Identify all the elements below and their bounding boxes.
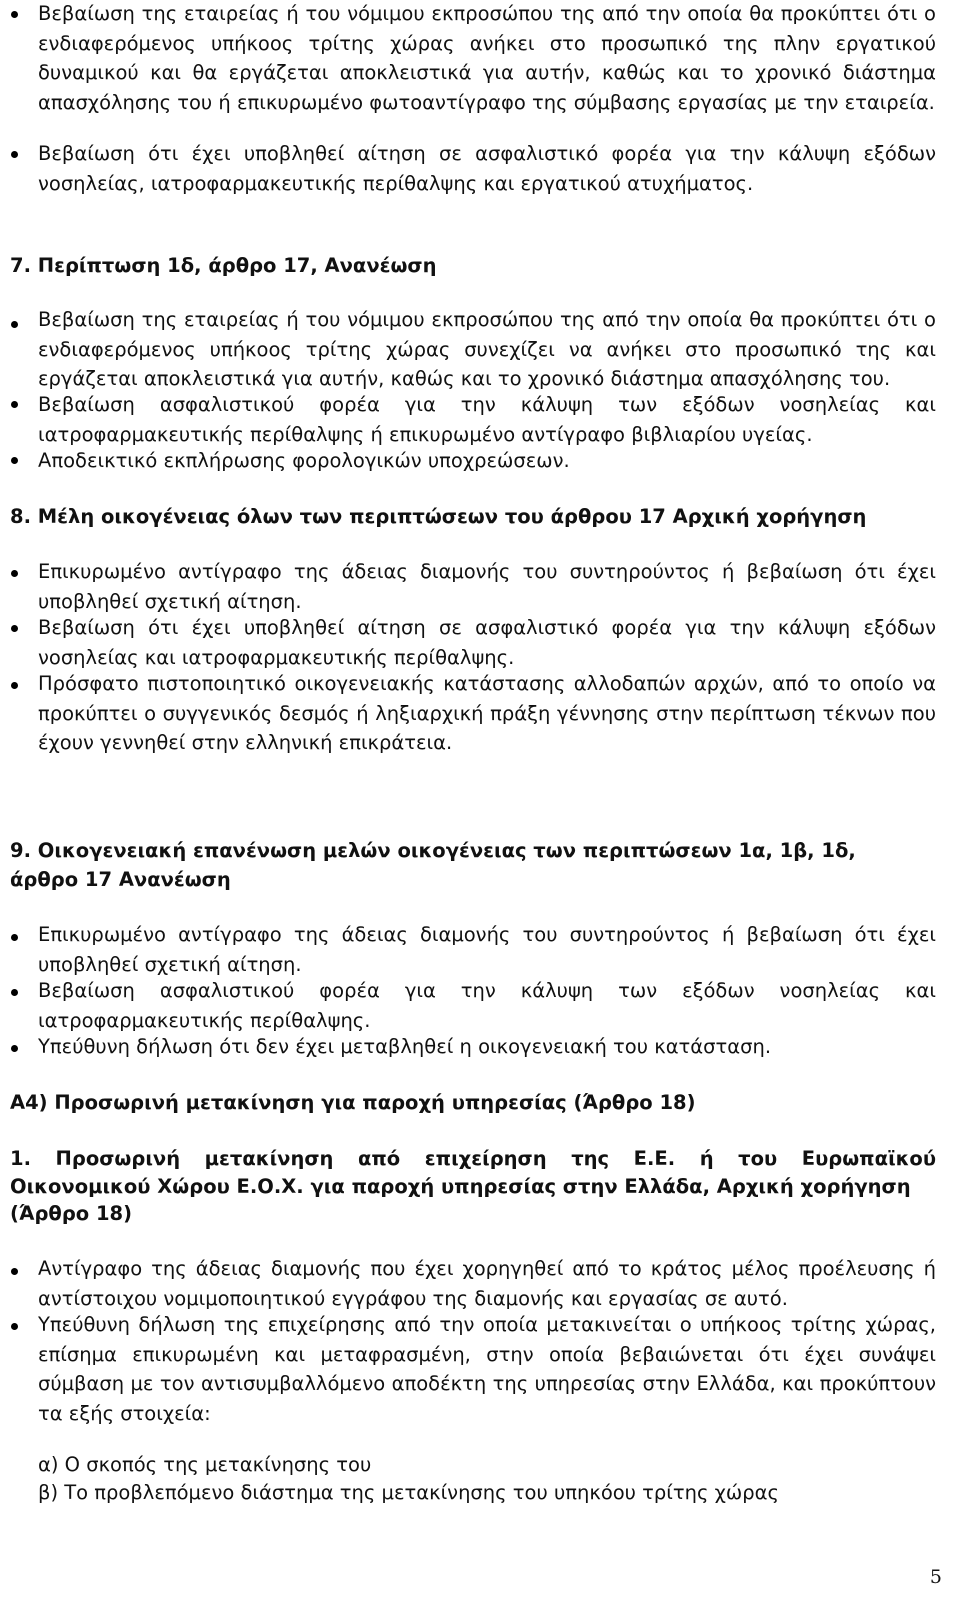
bullet-icon (11, 1045, 18, 1052)
bullet-icon (11, 401, 18, 408)
section-heading: 9. Οικογενειακή επανένωση μελών οικογένειας των περιπτώσεων 1α, 1β, 1δ, (10, 839, 856, 862)
list-item: Βεβαίωση ασφαλιστικού φορέα για την κάλυψη των εξόδων νοσηλείας και ιατροφαρμακευτικής περίθαλψης. (38, 979, 936, 1032)
paragraph: Βεβαίωση ότι έχει υποβληθεί αίτηση σε ασφαλιστικό φορέα για την κάλυψη εξόδων νοσηλείας, ιατροφαρμακευτικής περίθαλψης και εργατικού ατυχήματος. (38, 142, 936, 195)
subsection-heading-cont: (Άρθρο 18) (10, 1202, 133, 1225)
sub-list-item: α) Ο σκοπός της μετακίνησης του (38, 1453, 372, 1476)
list-item: Υπεύθυνη δήλωση ότι δεν έχει μεταβληθεί η οικογενειακή του κατάσταση. (38, 1035, 772, 1058)
bullet-icon (11, 570, 18, 577)
subsection-heading: 1. Προσωρινή μετακίνηση από επιχείρηση της Ε.Ε. ή του Ευρωπαϊκού (10, 1147, 936, 1170)
list-item: Βεβαίωση ασφαλιστικού φορέα για την κάλυψη των εξόδων νοσηλείας και ιατροφαρμακευτικής περίθαλψης ή επικυρωμένο αντίγραφο βιβλιαρίου υγείας. (38, 393, 936, 446)
list-item: Βεβαίωση της εταιρείας ή του νόμιμου εκπροσώπου της από την οποία θα προκύπτει ότι ο ενδιαφερόμενος υπήκοος τρίτης χώρας συνεχίζει να ανήκει στο προσωπικό της και εργάζεται αποκλειστικά για αυτήν, καθώς και το χρονικό διάστημα απασχόλησης του. (38, 308, 936, 390)
bullet-icon (11, 934, 18, 941)
bullet-icon (11, 989, 18, 996)
list-item: Πρόσφατο πιστοποιητικό οικογενειακής κατάστασης αλλοδαπών αρχών, από το οποίο να προκύπτει ο συγγενικός δεσμός ή ληξιαρχική πράξη γέννησης στην περίπτωση τέκνων που έχουν γεννηθεί στην ελληνική επικράτεια. (38, 672, 936, 754)
sub-list-item: β) Το προβλεπόμενο διάστημα της μετακίνησης του υπηκόου τρίτης χώρας (38, 1481, 779, 1504)
page-number: 5 (929, 1566, 942, 1588)
section-heading: 7. Περίπτωση 1δ, άρθρο 17, Ανανέωση (10, 254, 437, 277)
bullet-icon (11, 1268, 18, 1275)
bullet-icon (11, 625, 18, 632)
list-item: Υπεύθυνη δήλωση της επιχείρησης από την οποία μετακινείται ο υπήκοος τρίτης χώρας, επίσημα επικυρωμένη και μεταφρασμένη, στην οποία βεβαιώνεται ότι έχει συνάψει σύμβαση με τον αντισυμβαλλόμενο αποδέκτη της υπηρεσίας στην Ελλάδα, και προκύπτουν τα εξής στοιχεία: (38, 1313, 936, 1425)
list-item: Επικυρωμένο αντίγραφο της άδειας διαμονής του συντηρούντος ή βεβαίωση ότι έχει υποβληθεί σχετική αίτηση. (38, 923, 936, 976)
bullet-icon (11, 682, 18, 689)
section-heading: Α4) Προσωρινή μετακίνηση για παροχή υπηρεσίας (Άρθρο 18) (10, 1091, 696, 1114)
section-heading-cont: άρθρο 17 Ανανέωση (10, 868, 231, 891)
subsection-heading-cont: Οικονομικού Χώρου Ε.Ο.Χ. για παροχή υπηρεσίας στην Ελλάδα, Αρχική χορήγηση (10, 1175, 911, 1198)
bullet-icon (11, 457, 18, 464)
section-heading: 8. Μέλη οικογένειας όλων των περιπτώσεων του άρθρου 17 Αρχική χορήγηση (10, 505, 867, 528)
list-item: Βεβαίωση ότι έχει υποβληθεί αίτηση σε ασφαλιστικό φορέα για την κάλυψη εξόδων νοσηλείας και ιατροφαρμακευτικής περίθαλψης. (38, 616, 936, 669)
paragraph: Βεβαίωση της εταιρείας ή του νόμιμου εκπροσώπου της από την οποία θα προκύπτει ότι ο ενδιαφερόμενος υπήκοος τρίτης χώρας ανήκει στο προσωπικό της πλην εργατικού δυναμικού και θα εργάζεται αποκλειστικά για αυτήν, καθώς και το χρονικό διάστημα απασχόλησης του ή επικυρωμένο φωτοαντίγραφο της σύμβασης εργασίας με την εταιρεία. (38, 2, 936, 114)
bullet-icon (11, 151, 18, 158)
list-item: Αποδεικτικό εκπλήρωσης φορολογικών υποχρεώσεων. (38, 449, 570, 472)
list-item: Αντίγραφο της άδειας διαμονής που έχει χορηγηθεί από το κράτος μέλος προέλευσης ή αντίστοιχου νομιμοποιητικού εγγράφου της διαμονής και εργασίας σε αυτό. (38, 1257, 936, 1310)
list-item: Επικυρωμένο αντίγραφο της άδειας διαμονής του συντηρούντος ή βεβαίωση ότι έχει υποβληθεί σχετική αίτηση. (38, 560, 936, 613)
bullet-icon (11, 11, 18, 18)
bullet-icon (11, 1323, 18, 1330)
bullet-icon (11, 321, 18, 328)
